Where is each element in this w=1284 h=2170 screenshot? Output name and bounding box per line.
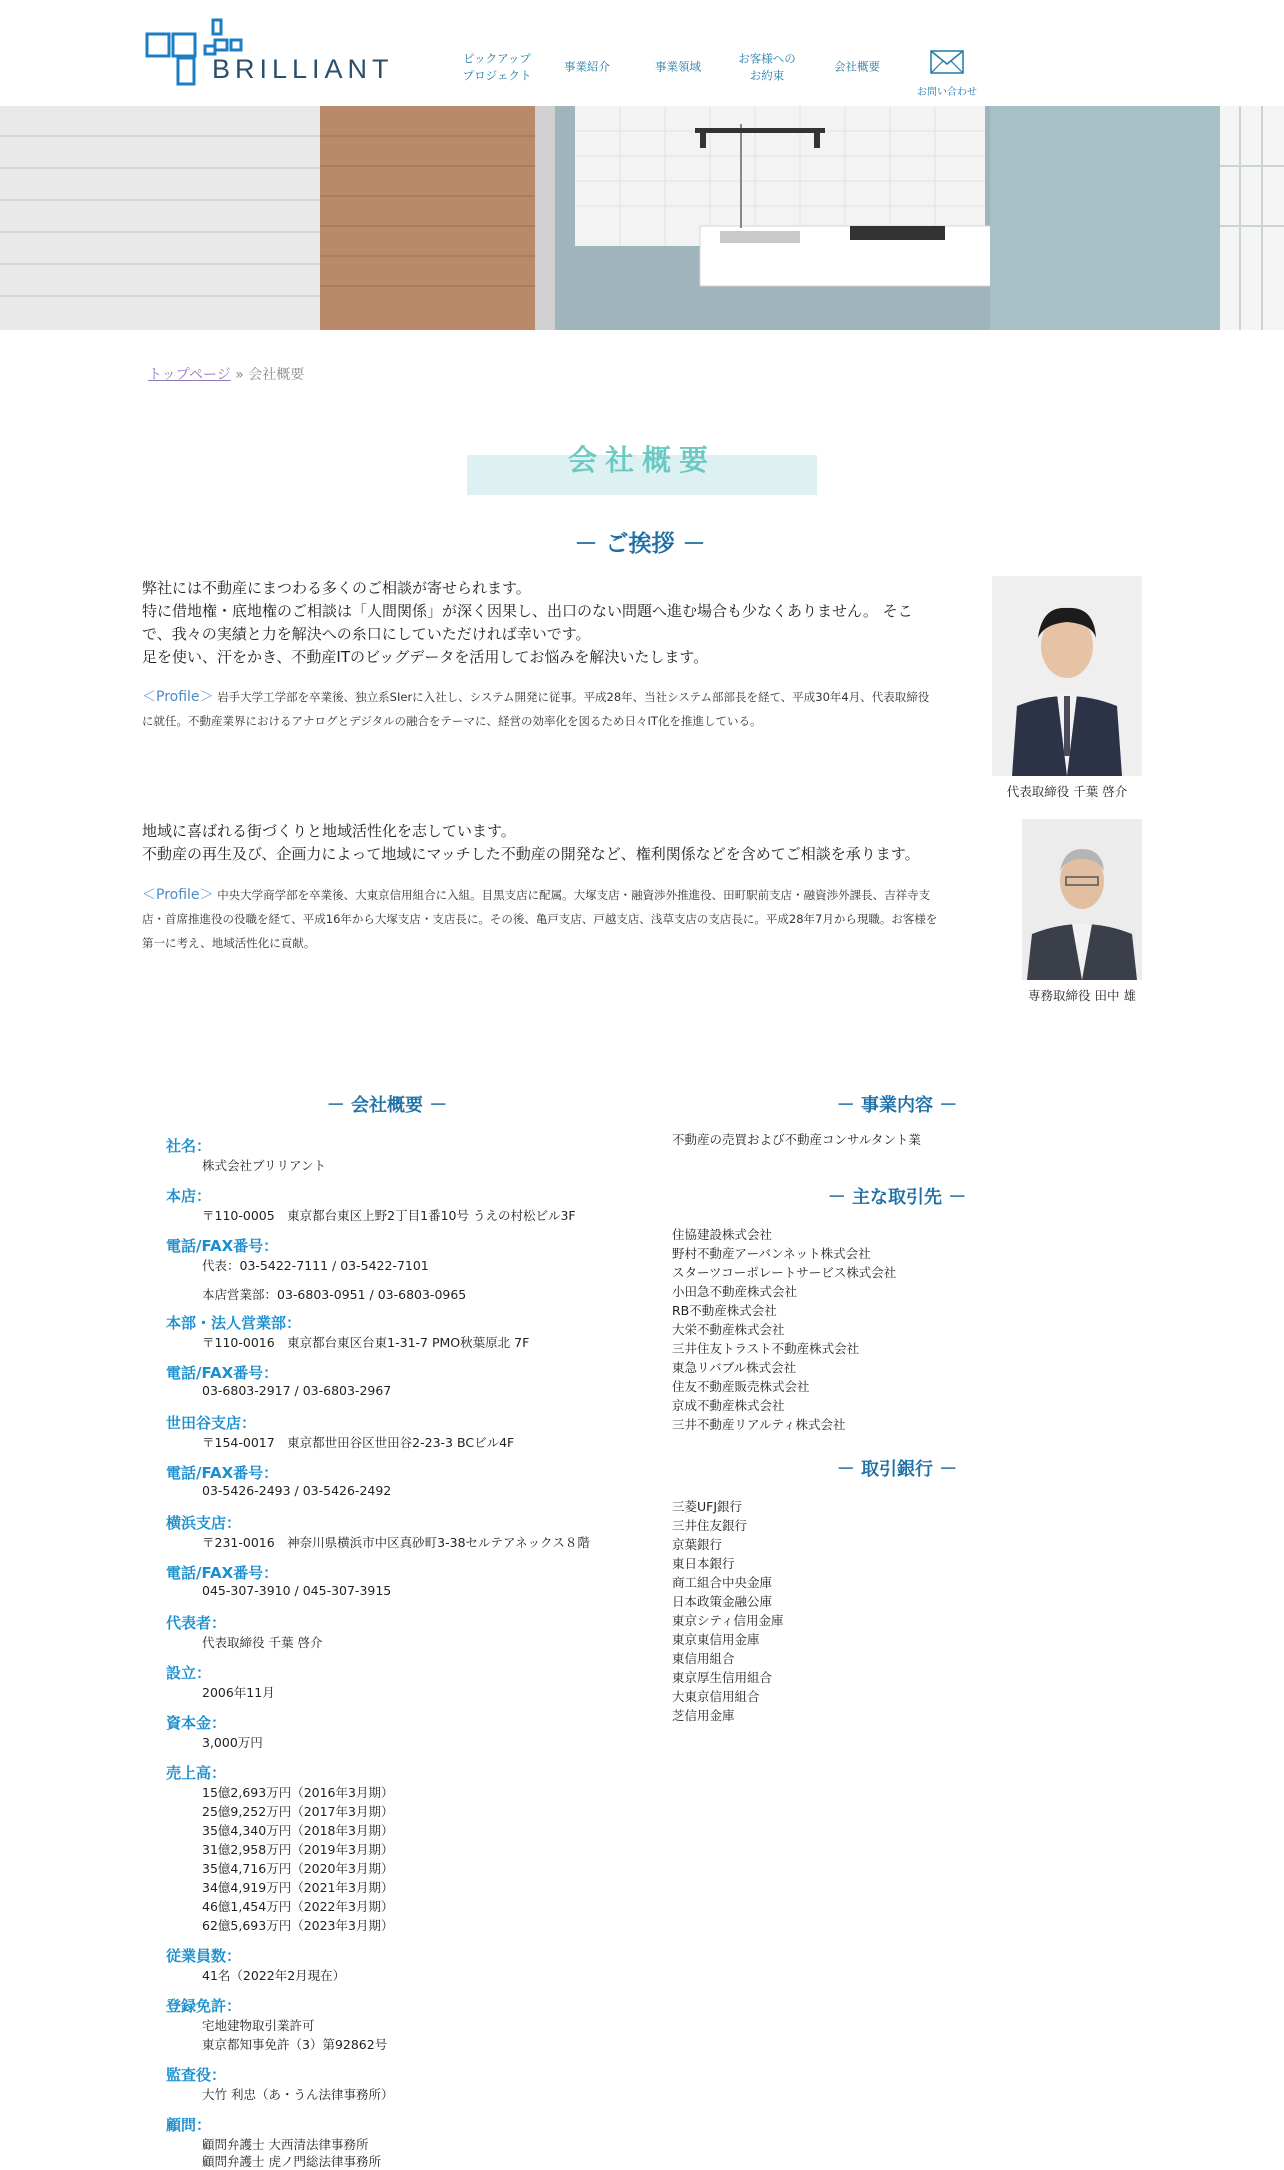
hero-image: [0, 106, 1284, 330]
bank-item: 東日本銀行: [672, 1556, 735, 1571]
bank-item: 東京シティ信用金庫: [672, 1613, 784, 1628]
company-label: 顧問：: [166, 2116, 212, 2134]
partner-item: 大栄不動産株式会社: [672, 1322, 785, 1337]
company-value: 3,000万円: [202, 1735, 263, 1750]
company-label: 売上高：: [166, 1764, 227, 1782]
company-value: 〒110-0005 東京都台東区上野2丁目1番10号 うえの村松ビル3F: [202, 1208, 576, 1223]
greeting-message-1: 弊社には不動産にまつわる多くのご相談が寄せられます。 特に借地権・底地権のご相談は「人間関係」が深く因果し、出口のない問題へ進む場合も少なくありません。 そこで、我々の実績と力を解決への糸口にしていただければ幸いです。 足を使い、汗をかき、不動産ITのビッグデータを活用してお悩みを解決いたします。: [142, 579, 913, 666]
profile-2-tag: ＜Profile＞: [142, 887, 214, 903]
company-label: 資本金：: [166, 1714, 227, 1732]
banks-heading: － 取引銀行 －: [836, 1459, 958, 1480]
breadcrumb-current: 会社概要: [248, 367, 305, 383]
breadcrumb-separator: »: [230, 367, 249, 383]
sales-value: 62億5,693万円（2023年3月期）: [202, 1918, 394, 1933]
greeting-message-2: 地域に喜ばれる街づくりと地域活性化を志しています。 不動産の再生及び、企画力によって地域にマッチした不動産の開発など、権利関係などを含めてご相談を承ります。: [142, 822, 920, 863]
bank-item: 三菱UFJ銀行: [672, 1499, 743, 1514]
company-value: 東京都知事免許（3）第92862号: [202, 2037, 388, 2052]
partner-item: 小田急不動産株式会社: [672, 1284, 798, 1299]
company-label: 監査役：: [166, 2066, 227, 2084]
ceo-photo: [992, 576, 1142, 776]
bank-item: 日本政策金融公庫: [672, 1594, 773, 1609]
company-label: 本部・法人営業部：: [166, 1314, 302, 1332]
company-value: 41名（2022年2月現在）: [202, 1968, 346, 1983]
mail-icon[interactable]: [930, 50, 964, 74]
bank-item: 京葉銀行: [672, 1537, 723, 1552]
page-title: 会社概要: [567, 443, 717, 477]
company-label: 電話/FAX番号：: [166, 1564, 279, 1582]
company-value: 本店営業部：03-6803-0951 / 03-6803-0965: [202, 1287, 467, 1302]
company-label: 電話/FAX番号：: [166, 1364, 279, 1382]
profile-1: [142, 685, 932, 733]
partner-item: 京成不動産株式会社: [672, 1398, 785, 1413]
company-label: 本店：: [166, 1187, 212, 1205]
company-value: 045-307-3910 / 045-307-3915: [202, 1583, 392, 1598]
partner-item: 東急リバブル株式会社: [672, 1360, 797, 1375]
nav-customer-promise[interactable]: お客様への お約束: [738, 51, 796, 82]
sales-value: 35億4,716万円（2020年3月期）: [202, 1861, 394, 1876]
breadcrumb: [148, 364, 304, 384]
director-caption: 専務取締役 田中 雄: [1028, 988, 1136, 1003]
greeting-heading: － ご挨拶 －: [574, 531, 706, 557]
company-label: 横浜支店：: [166, 1514, 242, 1532]
director-photo: [1022, 819, 1142, 980]
business-text: 不動産の売買および不動産コンサルタント業: [672, 1132, 921, 1147]
company-value: 顧問弁護士 虎ノ門総法律事務所: [202, 2154, 381, 2169]
company-value: 宅地建物取引業許可: [202, 2018, 315, 2033]
sales-value: 34億4,919万円（2021年3月期）: [202, 1880, 394, 1895]
partners-list: [672, 1225, 896, 1434]
business-heading: － 事業内容 －: [836, 1095, 958, 1116]
profile-1-text: 岩手大学工学部を卒業後、独立系SIerに入社し、システム開発に従事。平成28年、当社システム部部長を経て、平成30年4月、代表取締役に就任。不動産業界におけるアナログとデジタルの融合をテーマに、経営の効率化を図るため日々IT化を推進している。: [142, 690, 930, 728]
partner-item: スターツコーポレートサービス株式会社: [672, 1265, 897, 1280]
sales-value: 46億1,454万円（2022年3月期）: [202, 1899, 394, 1914]
company-label: 社名：: [166, 1137, 212, 1155]
company-label: 登録免許：: [166, 1997, 242, 2015]
company-value: 〒154-0017 東京都世田谷区世田谷2-23-3 BCビル4F: [202, 1435, 515, 1450]
ceo-caption: 代表取締役 千葉 啓介: [1006, 784, 1128, 799]
company-value: 代表取締役 千葉 啓介: [202, 1635, 323, 1650]
company-heading: － 会社概要 －: [326, 1095, 448, 1116]
partner-item: 住友不動産販売株式会社: [672, 1379, 810, 1394]
company-label: 電話/FAX番号：: [166, 1464, 279, 1482]
profile-1-tag: ＜Profile＞: [142, 689, 214, 705]
banks-list: [672, 1497, 784, 1725]
breadcrumb-home-link[interactable]: トップページ: [148, 367, 231, 383]
company-value: 03-5426-2493 / 03-5426-2492: [202, 1483, 392, 1498]
company-label: 代表者：: [166, 1614, 227, 1632]
partner-item: 三井住友トラスト不動産株式会社: [672, 1341, 860, 1356]
partner-item: RB不動産株式会社: [672, 1303, 777, 1318]
bank-item: 大東京信用組合: [672, 1689, 760, 1704]
company-value: 株式会社ブリリアント: [202, 1158, 327, 1173]
bank-item: 商工組合中央金庫: [672, 1575, 773, 1590]
sales-value: 35億4,340万円（2018年3月期）: [202, 1823, 394, 1838]
sales-value: 31億2,958万円（2019年3月期）: [202, 1842, 394, 1857]
profile-2: [142, 883, 947, 955]
company-value: 03-6803-2917 / 03-6803-2967: [202, 1383, 392, 1398]
company-value: 2006年11月: [202, 1685, 275, 1700]
company-value: 顧問弁護士 大西清法律事務所: [202, 2137, 369, 2152]
sales-value: 15億2,693万円（2016年3月期）: [202, 1785, 394, 1800]
bank-item: 東京東信用金庫: [672, 1632, 760, 1647]
sales-value: 25億9,252万円（2017年3月期）: [202, 1804, 394, 1819]
nav-pickup-project[interactable]: ピックアップ プロジェクト: [462, 51, 532, 82]
nav-contact[interactable]: お問い合わせ: [917, 87, 977, 98]
profile-2-text: 中央大学商学部を卒業後、大東京信用組合に入組。目黒支店に配属。大塚支店・融資渉外推進役、田町駅前支店・融資渉外課長、吉祥寺支店・首席推進役の役職を経て、平成16年から大塚支店・支店長に。その後、亀戸支店、戸越支店、浅草支店の支店長に。平成28年7月から現職。お客様を第一に考え、地域活性化に貢献。: [142, 888, 938, 950]
nav-business-domain[interactable]: 事業領域: [655, 59, 701, 74]
company-label: 電話/FAX番号：: [166, 1237, 279, 1255]
nav-company-overview[interactable]: 会社概要: [834, 59, 880, 74]
partner-item: 三井不動産リアルティ株式会社: [672, 1417, 846, 1432]
company-value: 〒231-0016 神奈川県横浜市中区真砂町3-38セルテアネックス８階: [202, 1535, 590, 1550]
company-value: 〒110-0016 東京都台東区台東1-31-7 PMO秋葉原北 7F: [202, 1335, 530, 1350]
company-value: 大竹 利忠（あ・うん法律事務所）: [202, 2087, 394, 2102]
company-label: 設立：: [166, 1664, 212, 1682]
bank-item: 三井住友銀行: [672, 1518, 748, 1533]
company-value: 代表：03-5422-7111 / 03-5422-7101: [202, 1258, 429, 1273]
logo-wordmark[interactable]: BRILLIANT: [212, 54, 394, 84]
company-label: 世田谷支店：: [166, 1414, 257, 1432]
bank-item: 東京厚生信用組合: [672, 1670, 773, 1685]
company-label: 従業員数：: [166, 1947, 242, 1965]
partner-item: 野村不動産アーバンネット株式会社: [672, 1246, 871, 1261]
partners-heading: － 主な取引先 －: [827, 1187, 967, 1208]
bank-item: 東信用組合: [672, 1651, 735, 1666]
nav-business-intro[interactable]: 事業紹介: [564, 59, 610, 74]
bank-item: 芝信用金庫: [672, 1708, 735, 1723]
partner-item: 住協建設株式会社: [672, 1227, 773, 1242]
